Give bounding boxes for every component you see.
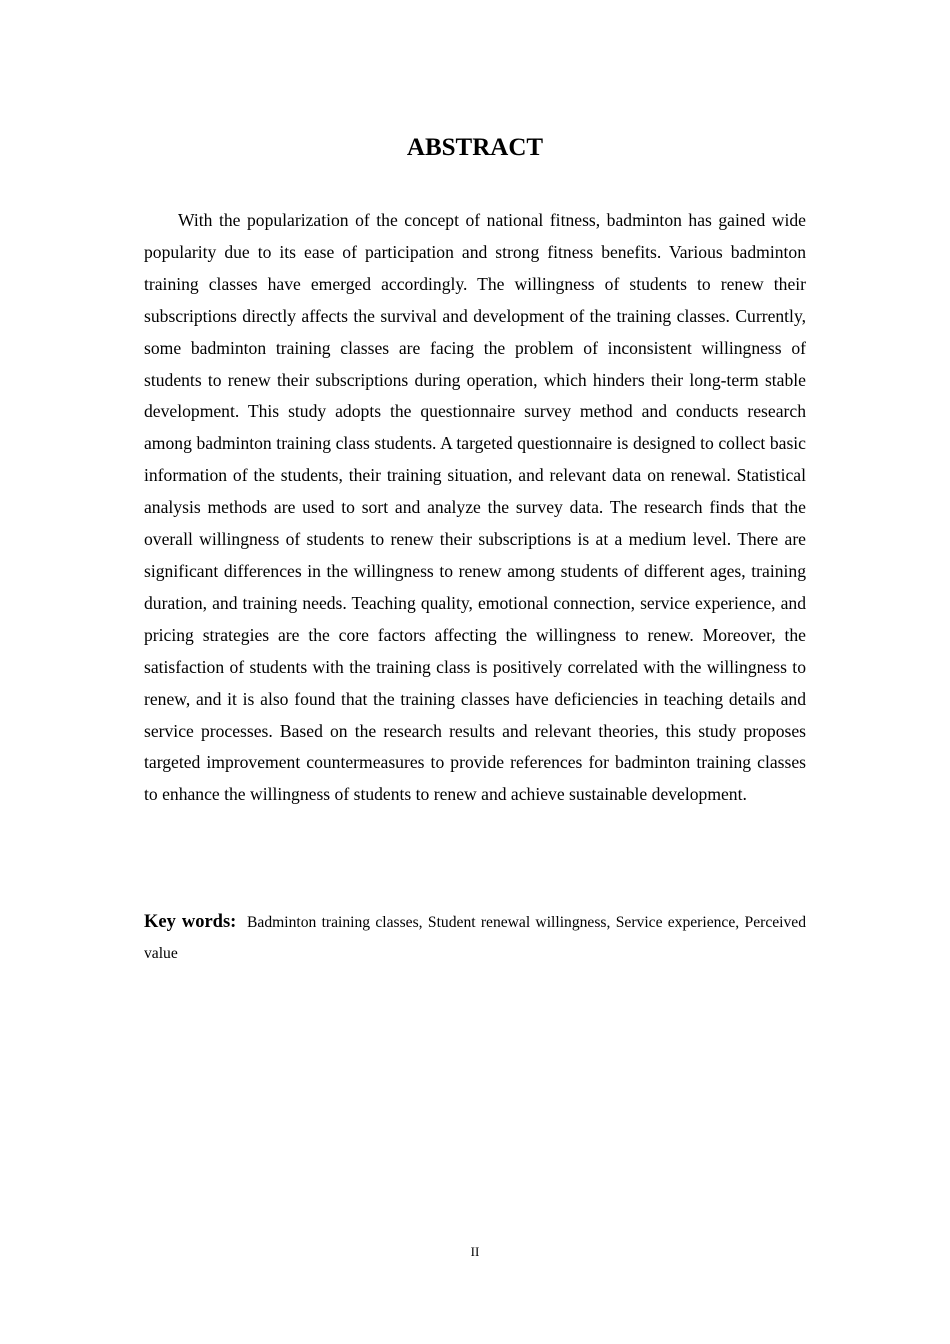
- keyword-item: Student renewal willingness,: [427, 914, 611, 931]
- keyword-item: Service experience,: [615, 914, 740, 931]
- abstract-title: ABSTRACT: [406, 134, 544, 161]
- keywords-line: [144, 907, 806, 969]
- keywords-label: Key words:: [144, 912, 237, 932]
- abstract-paragraph: With the popularization of the concept of national fitness, badminton has gained wide popularity due to its ease of participation and strong fitness benefits. Various badminton training classes have emerged accordingly. The willingness of students to renew their subscriptions directly affects the survival and development of the training classes. Currently, some badminton training classes are facing the problem of inconsistent willingness of students to renew their subscriptions during operation, which hinders their long-term stable development. This study adopts the questionnaire survey method and conducts research among badminton training class students. A targeted questionnaire is designed to collect basic information of the students, their training situation, and relevant data on renewal. Statistical analysis methods are used to sort and analyze the survey data. The research finds that the overall willingness of students to renew their subscriptions is at a medium level. There are significant differences in the willingness to renew among students of different ages, training duration, and training needs. Teaching quality, emotional connection, service experience, and pricing strategies are the core factors affecting the willingness to renew. Moreover, the satisfaction of students with the training class is positively correlated with the willingness to renew, and it is also found that the training classes have deficiencies in teaching details and service processes. Based on the research results and relevant theories, this study proposes targeted improvement countermeasures to provide references for badminton training classes to enhance the willingness of students to renew and achieve sustainable development.: [144, 210, 806, 805]
- keyword-item: Perceived value: [144, 914, 807, 962]
- keyword-item: Badminton training classes,: [247, 914, 423, 931]
- page-number: II: [470, 1244, 480, 1259]
